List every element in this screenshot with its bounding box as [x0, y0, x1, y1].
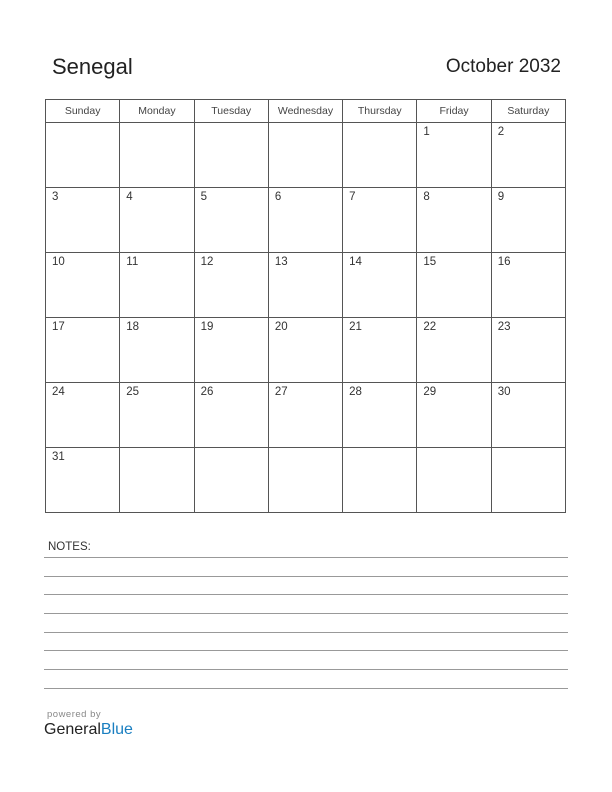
day-cell: [417, 318, 491, 383]
day-number: 13: [274, 256, 288, 268]
notes-line[interactable]: [44, 594, 568, 595]
day-number: [417, 448, 490, 451]
day-number: [492, 448, 565, 451]
day-number: 10: [52, 256, 65, 268]
day-cell: [120, 123, 194, 188]
notes-line[interactable]: [44, 650, 568, 651]
day-number: 7: [349, 191, 356, 203]
day-cell: [268, 123, 342, 188]
day-cell: [46, 188, 120, 253]
day-number: 11: [126, 256, 139, 268]
notes-line[interactable]: [44, 669, 568, 670]
day-cell: [120, 448, 194, 513]
day-number: 17: [52, 321, 65, 333]
day-cell: [343, 188, 417, 253]
day-number: 2: [497, 126, 505, 138]
day-cell: [417, 383, 491, 448]
day-cell: [491, 383, 565, 448]
day-cell: [46, 123, 120, 188]
day-cell: [120, 253, 194, 318]
day-number: 19: [200, 321, 214, 333]
day-number: [46, 123, 119, 126]
country-title: Senegal: [52, 54, 133, 79]
day-cell: [120, 318, 194, 383]
day-cell: [343, 123, 417, 188]
weekday-tuesday: Tuesday: [194, 100, 268, 123]
day-number: [195, 448, 268, 451]
weekday-friday: Friday: [417, 100, 491, 123]
day-number: 25: [126, 386, 140, 398]
day-cell: [194, 123, 268, 188]
day-number: [195, 123, 268, 126]
notes-line[interactable]: [44, 576, 568, 577]
day-cell: [194, 318, 268, 383]
weekday-header-row: [46, 100, 566, 123]
day-number: 18: [126, 321, 140, 333]
day-cell: [417, 253, 491, 318]
calendar-grid: [45, 99, 566, 513]
day-cell: [417, 188, 491, 253]
day-cell: [417, 448, 491, 513]
week-row: [46, 188, 566, 253]
day-number: 6: [274, 191, 282, 203]
brand-blue: Blue: [100, 721, 133, 738]
weekday-thursday: Thursday: [343, 100, 417, 123]
weekday-monday: Monday: [120, 100, 194, 123]
day-cell: [491, 188, 565, 253]
day-cell: [268, 448, 342, 513]
day-number: 23: [497, 321, 511, 333]
day-cell: [268, 318, 342, 383]
day-cell: [343, 383, 417, 448]
day-cell: [491, 448, 565, 513]
weekday-sunday: Sunday: [46, 100, 120, 123]
day-cell: [268, 253, 342, 318]
day-cell: [46, 383, 120, 448]
day-cell: [343, 318, 417, 383]
day-number: [343, 448, 416, 451]
day-cell: [194, 188, 268, 253]
brand-general: General: [44, 721, 101, 738]
day-number: 14: [349, 256, 362, 268]
month-year-title: October 2032: [445, 56, 561, 77]
day-number: 30: [497, 386, 511, 398]
notes-line[interactable]: [44, 632, 568, 633]
week-row: [46, 448, 566, 513]
day-number: [343, 123, 416, 126]
day-cell: [343, 448, 417, 513]
day-number: 5: [200, 191, 207, 203]
day-number: 31: [52, 451, 65, 463]
day-number: 27: [274, 386, 288, 398]
day-cell: [120, 188, 194, 253]
day-cell: [491, 123, 565, 188]
day-cell: [46, 448, 120, 513]
day-number: 26: [200, 386, 214, 398]
day-cell: [194, 253, 268, 318]
day-number: 9: [497, 191, 505, 203]
day-cell: [417, 123, 491, 188]
day-cell: [194, 448, 268, 513]
day-number: [269, 448, 342, 451]
day-number: 3: [52, 191, 59, 203]
notes-label: NOTES:: [48, 541, 91, 553]
day-cell: [194, 383, 268, 448]
day-cell: [491, 318, 565, 383]
day-number: 20: [274, 321, 288, 333]
day-number: 22: [423, 321, 437, 333]
day-number: 1: [423, 126, 430, 138]
day-cell: [46, 318, 120, 383]
week-row: [46, 253, 566, 318]
day-number: 15: [423, 256, 437, 268]
day-number: [120, 448, 193, 451]
day-number: 8: [423, 191, 430, 203]
day-cell: [343, 253, 417, 318]
week-row: [46, 318, 566, 383]
day-cell: [491, 253, 565, 318]
day-number: 4: [126, 191, 133, 203]
notes-line[interactable]: [44, 613, 568, 614]
week-row: [46, 123, 566, 188]
day-number: 16: [497, 256, 511, 268]
day-cell: [120, 383, 194, 448]
day-number: [120, 123, 193, 126]
day-number: 12: [200, 256, 214, 268]
weekday-wednesday: Wednesday: [268, 100, 342, 123]
week-row: [46, 383, 566, 448]
day-number: 24: [52, 386, 65, 398]
day-number: 28: [349, 386, 362, 398]
powered-by-text: powered by: [47, 709, 102, 720]
day-number: 29: [423, 386, 437, 398]
day-cell: [46, 253, 120, 318]
day-number: [269, 123, 342, 126]
generalblue-logo[interactable]: [44, 721, 133, 739]
notes-line[interactable]: [44, 688, 568, 689]
day-number: 21: [349, 321, 362, 333]
weekday-saturday: Saturday: [491, 100, 565, 123]
notes-line[interactable]: [44, 557, 568, 558]
day-cell: [268, 383, 342, 448]
day-cell: [268, 188, 342, 253]
